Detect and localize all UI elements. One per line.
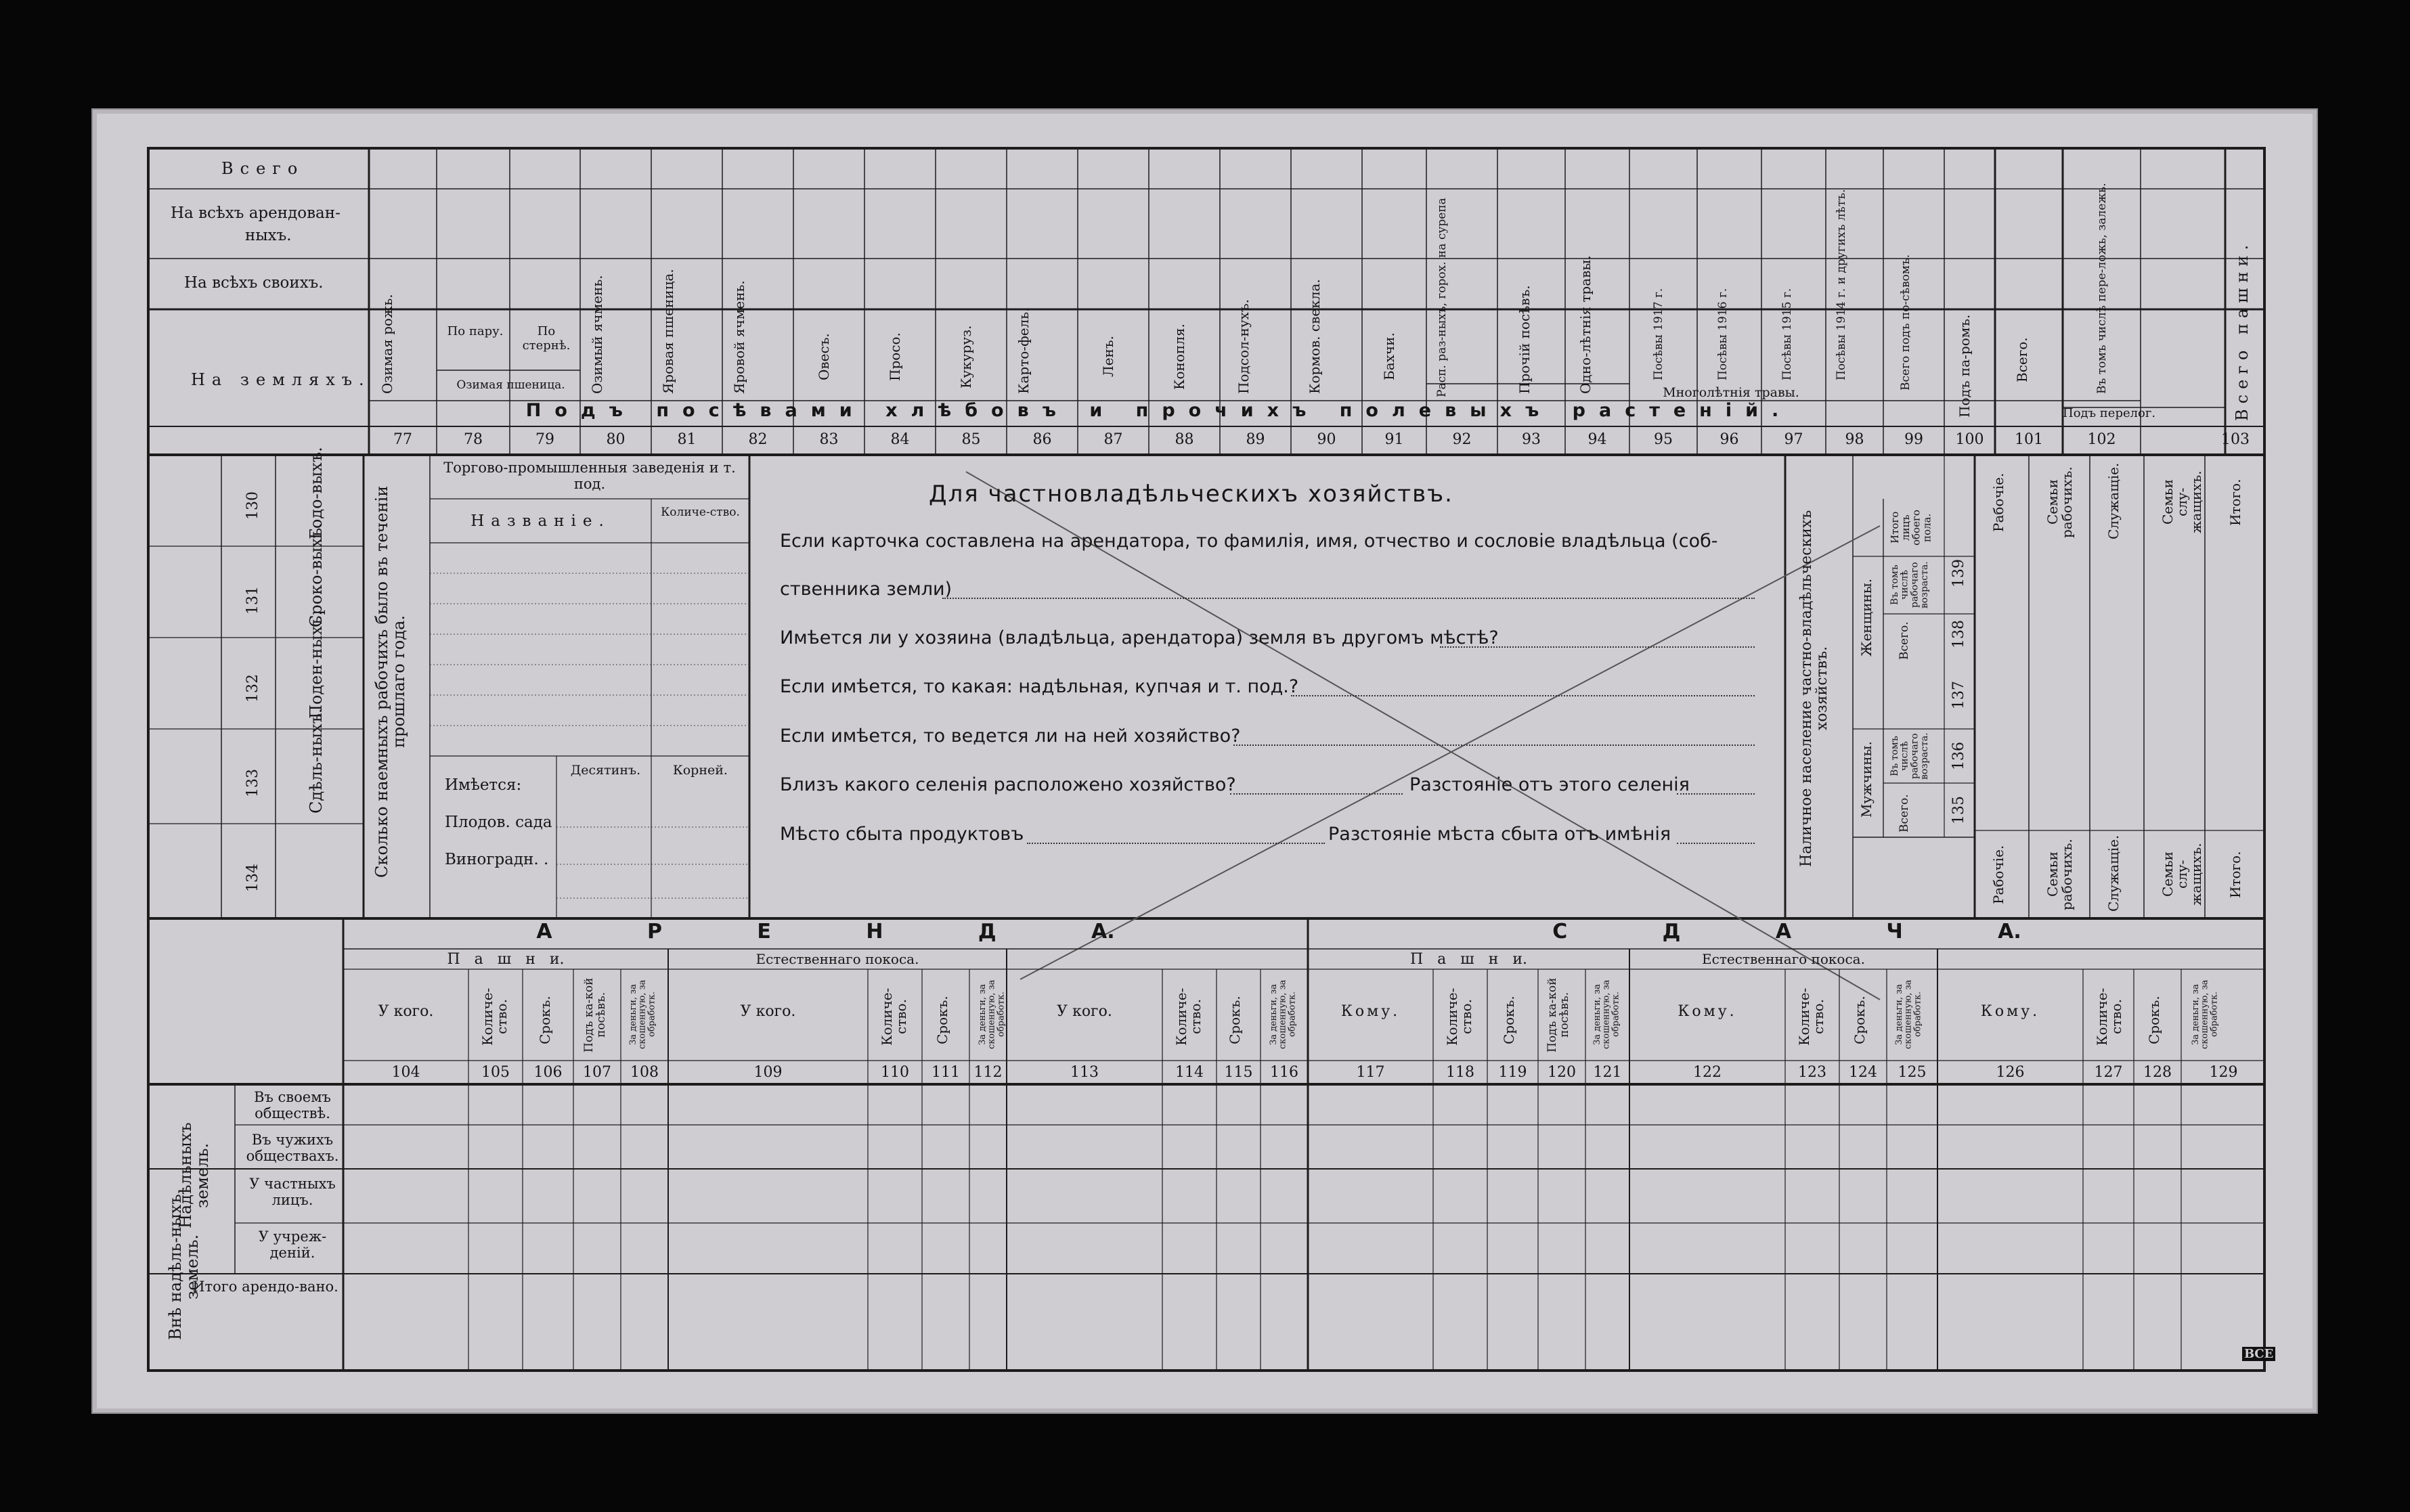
row-own-community: Въ своемъ обществѣ. [254, 1089, 331, 1121]
trade-name-header: Названiе. [470, 512, 611, 530]
col-number: 112 [973, 1064, 1003, 1081]
answer-line[interactable] [1677, 793, 1755, 795]
row-label-rented-2: ныхъ. [245, 227, 292, 244]
group-non-allotment-lands: Внѣ надѣль-ныхъ земель. [166, 1194, 202, 1340]
question-distance: Разстоянiе отъ этого селенiя [1409, 774, 1690, 795]
crop-header: По пару. [447, 324, 504, 338]
col-srok: Срокъ. [1501, 996, 1517, 1044]
census-card [91, 108, 2318, 1414]
answer-line[interactable] [1027, 843, 1325, 844]
men-working-age: Въ томъ числѣ рабочаго возраста. [1889, 732, 1931, 780]
crop-header: Подсол-нухъ. [1235, 299, 1252, 394]
col-number: 124 [1849, 1064, 1877, 1081]
worker-type-label: Поден-ныхъ. [307, 610, 326, 719]
col-number: 125 [1898, 1064, 1927, 1081]
col-komu: Кому. [1980, 1003, 2040, 1020]
col-srok: Срокъ. [2146, 996, 2162, 1044]
pop-number: 138 [1950, 620, 1967, 648]
crop-header: Ленъ. [1100, 336, 1116, 378]
question-farming: Если имѣется, то ведется ли на ней хозяйство? [780, 726, 1241, 747]
pop-number: 139 [1950, 559, 1967, 587]
col-number: 117 [1356, 1064, 1385, 1081]
col-number: 82 [748, 431, 768, 448]
col-number: 110 [881, 1064, 909, 1081]
row-number: 130 [244, 491, 261, 520]
under-crops-banner: Подъ посѣвами хлѣбовъ и прочихъ полевыхъ растенiй. [525, 400, 1793, 421]
col-srok: Срокъ. [1227, 996, 1243, 1044]
row-number: 132 [244, 674, 261, 703]
crop-header: Карто-фель. [1015, 307, 1032, 394]
row-institutions: У учреж-денiй. [258, 1228, 327, 1261]
col-number: 90 [1317, 431, 1336, 448]
crop-header: Одно-лѣтнiя травы. [1577, 255, 1594, 394]
orchard-label: Плодов. сада [445, 814, 552, 831]
col-number: 77 [393, 431, 412, 448]
col-komu: Кому. [1678, 1003, 1737, 1020]
col-number: 100 [1955, 431, 1984, 448]
has-label: Имѣется: [445, 776, 522, 794]
trade-title: Торгово-промышленныя заведенiя и т. под. [443, 460, 736, 492]
hired-workers-question: Сколько наемныхъ рабочихъ было въ теченiи прошлаго года. [372, 485, 409, 878]
crop-header: Прочiй посѣвъ. [1516, 285, 1533, 394]
row-label-lands: На земляхъ. [191, 370, 371, 389]
col-number: 120 [1548, 1064, 1576, 1081]
col-number: 78 [464, 431, 483, 448]
col-crop: Подъ ка-кой посѣвъ. [1546, 977, 1571, 1052]
row-label-own: На всѣхъ своихъ. [184, 274, 324, 292]
sdacha-pokosa: Естественнаго покоса. [1702, 951, 1865, 967]
col-number: 115 [1224, 1064, 1253, 1081]
answer-line[interactable] [1230, 793, 1403, 795]
col-header-employee-families: Семьи слу-жащихъ. [2160, 470, 2204, 534]
col-u-kogo: У кого. [378, 1003, 434, 1020]
col-number: 126 [1996, 1064, 2025, 1081]
crop-header: Бахчи. [1381, 332, 1397, 381]
col-footer-employee-families: Семьи слу-жащихъ. [2160, 843, 2204, 906]
col-header-employees: Служащiе. [2105, 462, 2122, 539]
col-number: 119 [1498, 1064, 1527, 1081]
question-village: Близъ какого селенiя расположено хозяйство? [780, 774, 1236, 795]
col-number: 87 [1103, 431, 1123, 448]
col-number: 107 [583, 1064, 611, 1081]
crop-header: Посѣвы 1916 г. [1716, 288, 1730, 380]
arenda-pokosa: Естественнаго покоса. [755, 951, 919, 967]
col-number: 118 [1446, 1064, 1474, 1081]
women-total: Всего. [1898, 621, 1911, 661]
row-number: 134 [244, 864, 261, 892]
worker-type-label: Сроко-выхъ. [307, 522, 326, 627]
crop-header: Овесъ. [816, 333, 832, 380]
col-number: 101 [2015, 431, 2043, 448]
col-number: 84 [890, 431, 910, 448]
question-market: Мѣсто сбыта продуктовъ [780, 824, 1024, 845]
col-number: 128 [2143, 1064, 2172, 1081]
korney-header: Корней. [673, 763, 728, 778]
col-number: 113 [1070, 1064, 1099, 1081]
pop-number: 137 [1950, 681, 1967, 709]
worker-type-label: Сдѣль-ныхъ. [307, 708, 326, 814]
private-farms-title: Для частновладѣльческихъ хозяйствъ. [929, 481, 1453, 508]
col-u-kogo: У кого. [740, 1003, 796, 1020]
col-number: 95 [1654, 431, 1673, 448]
col-number: 80 [606, 431, 626, 448]
col-srok: Срокъ. [934, 996, 950, 1044]
sdacha-pashni: П а ш н и. [1409, 951, 1528, 968]
crop-header: Конопля. [1171, 324, 1187, 390]
col-number: 106 [533, 1064, 563, 1081]
col-qty: Количе-ство. [1796, 987, 1826, 1046]
col-number: 122 [1693, 1064, 1722, 1081]
answer-line[interactable] [1677, 843, 1755, 844]
worker-type-label: Годо-выхъ. [307, 447, 326, 539]
row-label-total: Всего [221, 159, 305, 178]
arenda-pashni: П а ш н и. [447, 951, 565, 968]
arenda-banner: А Р Е Н Д А. [536, 920, 1115, 943]
col-number: 96 [1719, 431, 1739, 448]
col-header-total: Итого. [2227, 479, 2243, 526]
crop-header: Яровая пшеница. [660, 269, 676, 394]
crop-header: Озимая рожь. [379, 294, 395, 394]
pop-number: 136 [1950, 742, 1967, 770]
col-crop: Подъ ка-кой посѣвъ. [582, 977, 608, 1052]
col-number: 85 [961, 431, 981, 448]
crop-header: Посѣвы 1914 г. и другихъ лѣтъ. [1835, 189, 1848, 380]
col-qty: Количе-ство. [2094, 987, 2124, 1046]
crop-header: Всего подъ по-сѣвомъ. [1899, 254, 1912, 391]
col-number: 111 [932, 1064, 960, 1081]
col-qty: Количе-ство. [879, 987, 909, 1046]
vineyard-label: Виноградн. . [445, 851, 549, 868]
form-sheet [147, 147, 2274, 1372]
crop-header: По стернѣ. [522, 324, 571, 353]
col-payment: За деньги, за скошенную, за обработк. [2191, 979, 2220, 1050]
answer-line[interactable] [1440, 646, 1755, 648]
col-number: 93 [1522, 431, 1541, 448]
crop-header: Озимый ячмень. [589, 275, 605, 394]
col-srok: Срокъ. [537, 996, 553, 1044]
desyatin-header: Десятинъ. [570, 763, 641, 778]
col-number: 129 [2209, 1064, 2238, 1081]
col-number: 105 [481, 1064, 510, 1081]
col-qty: Количе-ство. [1444, 987, 1474, 1046]
col-payment: За деньги, за скошенную, за обработк. [1269, 979, 1298, 1050]
col-number: 102 [2087, 431, 2116, 448]
total-both-sexes: Итого лицъ обоего пола. [1889, 510, 1933, 546]
col-number: 99 [1904, 431, 1923, 448]
question-owner: Если карточка составлена на арендатора, то фамилiя, имя, отчество и сословiе владѣльца (соб- [780, 531, 1718, 552]
col-number: 94 [1587, 431, 1607, 448]
row-label-rented-1: На всѣхъ арендован- [171, 204, 341, 222]
col-number: 81 [677, 431, 697, 448]
women-label: Женщины. [1858, 578, 1875, 657]
col-footer-worker-families: Семьи рабочихъ. [2044, 839, 2075, 910]
answer-line[interactable] [1233, 744, 1755, 746]
crop-header: Посѣвы 1915 г. [1780, 288, 1794, 380]
crop-header: Всего пашни. [2233, 239, 2252, 421]
question-owner-2: ственника земли) [780, 579, 952, 600]
crop-header: Всего. [2014, 337, 2030, 383]
crop-header: Кормов. свекла. [1307, 279, 1323, 394]
col-qty: Количе-ство. [479, 987, 510, 1046]
question-land-type: Если имѣется, то какая: надѣльная, купчая и т. под.? [780, 676, 1299, 697]
col-number: 98 [1845, 431, 1864, 448]
men-label: Мужчины. [1858, 741, 1875, 818]
col-u-kogo: У кого. [1057, 1003, 1112, 1020]
edge-stub: ВСЕ [2242, 1347, 2275, 1361]
col-number: 123 [1798, 1064, 1826, 1081]
col-number: 103 [2221, 431, 2250, 448]
row-private-persons: У частныхъ лицъ. [249, 1176, 336, 1208]
col-number: 88 [1175, 431, 1194, 448]
col-number: 89 [1246, 431, 1265, 448]
col-number: 108 [630, 1064, 659, 1081]
col-qty: Количе-ство. [1173, 987, 1204, 1046]
col-srok: Срокъ. [1852, 996, 1868, 1044]
crop-header: Просо. [887, 332, 903, 381]
col-komu: Кому. [1340, 1003, 1401, 1020]
crop-header: Посѣвы 1917 г. [1652, 288, 1665, 380]
col-number: 92 [1452, 431, 1472, 448]
crop-header: Кукуруз. [958, 325, 974, 388]
col-number: 91 [1384, 431, 1404, 448]
col-header-worker-families: Семьи рабочихъ. [2044, 466, 2075, 538]
answer-line[interactable] [1291, 695, 1755, 696]
pop-number: 135 [1950, 796, 1967, 824]
col-payment: За деньги, за скошенную, за обработк. [1894, 979, 1923, 1050]
perennial-grasses-label: Многолѣтнiя травы. [1663, 385, 1799, 400]
row-number: 131 [244, 586, 261, 615]
col-number: 127 [2094, 1064, 2123, 1081]
sdacha-banner: С Д А Ч А. [1552, 920, 2021, 943]
col-number: 109 [753, 1064, 783, 1081]
row-other-communities: Въ чужихъ обществахъ. [246, 1132, 339, 1164]
row-total-rented: Итого арендо-вано. [192, 1278, 338, 1295]
crop-header: Расп. раз-ныхъ, горох. на сурепа [1435, 198, 1449, 397]
population-header: Наличное население частно-владѣльческихъ хозяйствъ. [1798, 510, 1831, 867]
col-number: 86 [1032, 431, 1052, 448]
col-payment: За деньги, за скошенную, за обработк. [628, 979, 657, 1050]
col-payment: За деньги, за скошенную, за обработк. [978, 979, 1007, 1050]
col-payment: За деньги, за скошенную, за обработк. [1592, 979, 1621, 1050]
trade-qty-header: Количе-ство. [661, 506, 740, 519]
col-header-workers: Рабочiе. [1990, 472, 2007, 532]
col-number: 114 [1175, 1064, 1204, 1081]
question-other-land: Имѣется ли у хозяина (владѣльца, арендатора) земля въ другомъ мѣстѣ? [780, 627, 1499, 648]
col-number: 79 [535, 431, 554, 448]
col-footer-workers: Рабочiе. [1990, 845, 2007, 904]
col-number: 116 [1270, 1064, 1298, 1081]
col-footer-employees: Служащiе. [2105, 835, 2122, 912]
winter-wheat-label: Озимая пшеница. [456, 378, 565, 392]
crop-header: Въ томъ числѣ пере-ложь, залежь. [2095, 183, 2109, 394]
crop-header: Подъ па-ромъ. [1956, 314, 1973, 418]
men-total: Всего. [1898, 794, 1911, 833]
group-allotment-lands: Надѣльныхъ земель. [176, 1122, 213, 1229]
row-number: 133 [244, 769, 261, 797]
col-number: 121 [1593, 1064, 1622, 1081]
col-number: 83 [819, 431, 839, 448]
crop-header: Яровой ячмень. [731, 280, 747, 394]
fallow-label: Подъ перелог. [2063, 406, 2156, 420]
col-number: 97 [1784, 431, 1803, 448]
col-footer-total: Итого. [2227, 851, 2243, 898]
answer-line[interactable] [942, 598, 1755, 599]
women-working-age: Въ томъ числѣ рабочаго возраста. [1889, 561, 1931, 609]
question-market-distance: Разстоянiе мѣста сбыта отъ имѣнiя [1328, 824, 1671, 845]
col-number: 104 [391, 1064, 420, 1081]
